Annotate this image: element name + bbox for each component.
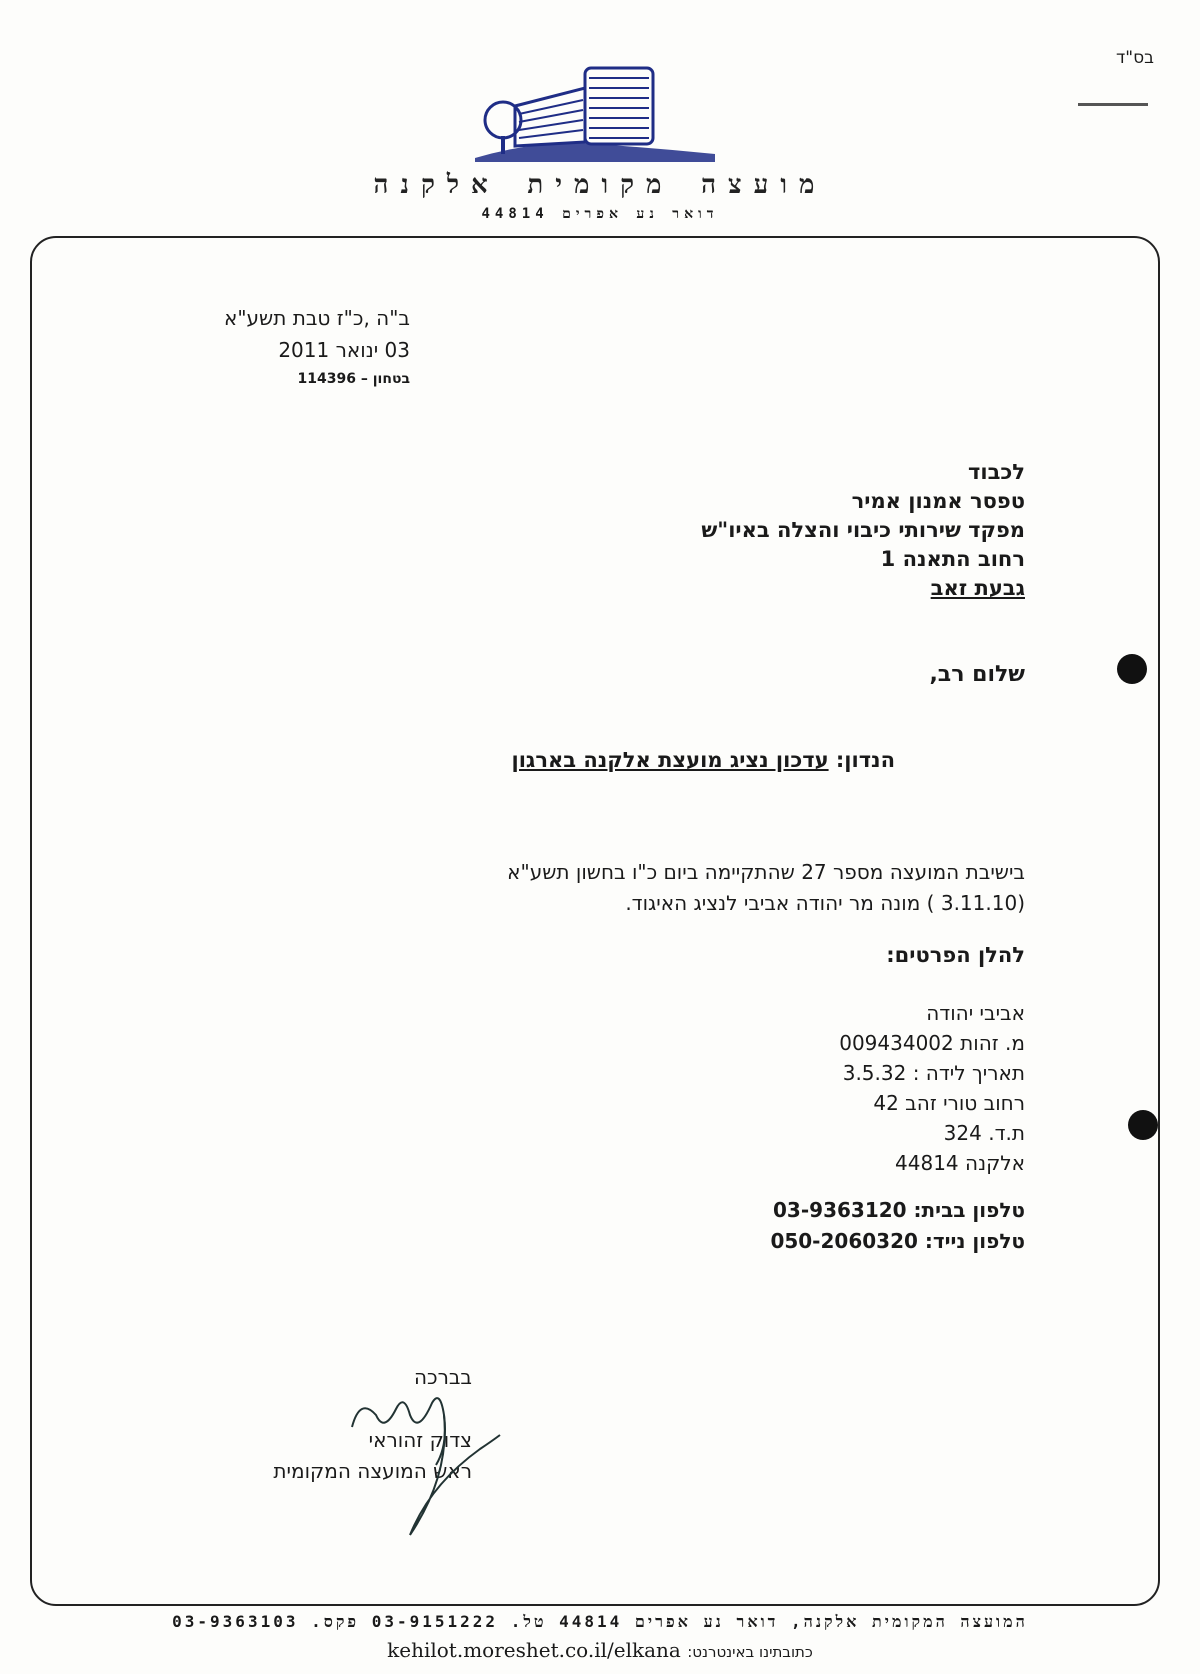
recipient-line: לכבוד [968,460,1025,484]
bsd-mark: בס"ד [1116,48,1154,68]
letter-frame [30,236,1160,1606]
signer-title: ראש המועצה המקומית [273,1459,472,1483]
body-line: (3.11.10 ) מונה מר יהודה אביבי לנציג האיגוד. [625,891,1025,915]
closing-regards: בברכה [413,1365,472,1389]
details-block [839,998,1025,1178]
punch-hole [1128,1110,1158,1140]
recipient-line: רחוב התאנה 1 [880,547,1025,571]
council-logo [475,58,715,170]
detail-birth: תאריך לידה : 3.5.32 [842,1061,1025,1085]
detail-pobox: ת.ד. 324 [943,1121,1025,1145]
reference-number: בטחון – 114396 [297,371,410,387]
subject-label: הנדון: [835,748,895,772]
details-title: להלן הפרטים: [886,943,1025,967]
recipient-block [701,458,1025,603]
footer-web [0,1638,1200,1662]
punch-hole [1117,654,1147,684]
footer-url[interactable]: kehilot.moreshet.co.il/elkana [387,1638,681,1662]
civil-date: 03 ינואר 2011 [278,338,410,362]
recipient-line: מפקד שירותי כיבוי והצלה באיו"ש [701,518,1025,542]
detail-name: אביבי יהודה [926,1001,1025,1025]
body-line: בישיבת המועצה מספר 27 שהתקיימה ביום כ"ו בחשון תשע"א [507,860,1025,884]
detail-city: אלקנה 44814 [895,1151,1025,1175]
signer-name: צדוק זהוראי [368,1428,472,1452]
phone-mobile: טלפון נייד: 050-2060320 [770,1229,1025,1253]
council-address: דואר נע אפרים 44814 [481,206,719,222]
detail-street: רחוב טורי זהב 42 [873,1091,1025,1115]
phones-block [770,1195,1025,1257]
side-line [1078,103,1148,106]
footer-contact: המועצה המקומית אלקנה, דואר נע אפרים 44814 טל. 03-9151222 פקס. 03-9363103 [172,1612,1028,1631]
recipient-city: גבעת זאב [930,576,1025,600]
detail-id: מ. זהות 009434002 [839,1031,1025,1055]
letter-body [507,857,1025,919]
greeting: שלום רב, [929,662,1025,687]
council-name: מועצה מקומית אלקנה [373,170,827,200]
hebrew-date: ב"ה ,כ"ז טבת תשע"א [223,306,410,330]
date-block [224,302,410,392]
recipient-line: טפסר אמנון אמיר [851,489,1025,513]
footer-web-label: כתובתינו באינטרנט: [687,1643,813,1661]
phone-home: טלפון בבית: 03-9363120 [773,1198,1025,1222]
subject-line [512,748,895,772]
subject-text: עדכון נציג מועצת אלקנה בארגון [511,748,829,772]
handwritten-signature [340,1385,510,1545]
